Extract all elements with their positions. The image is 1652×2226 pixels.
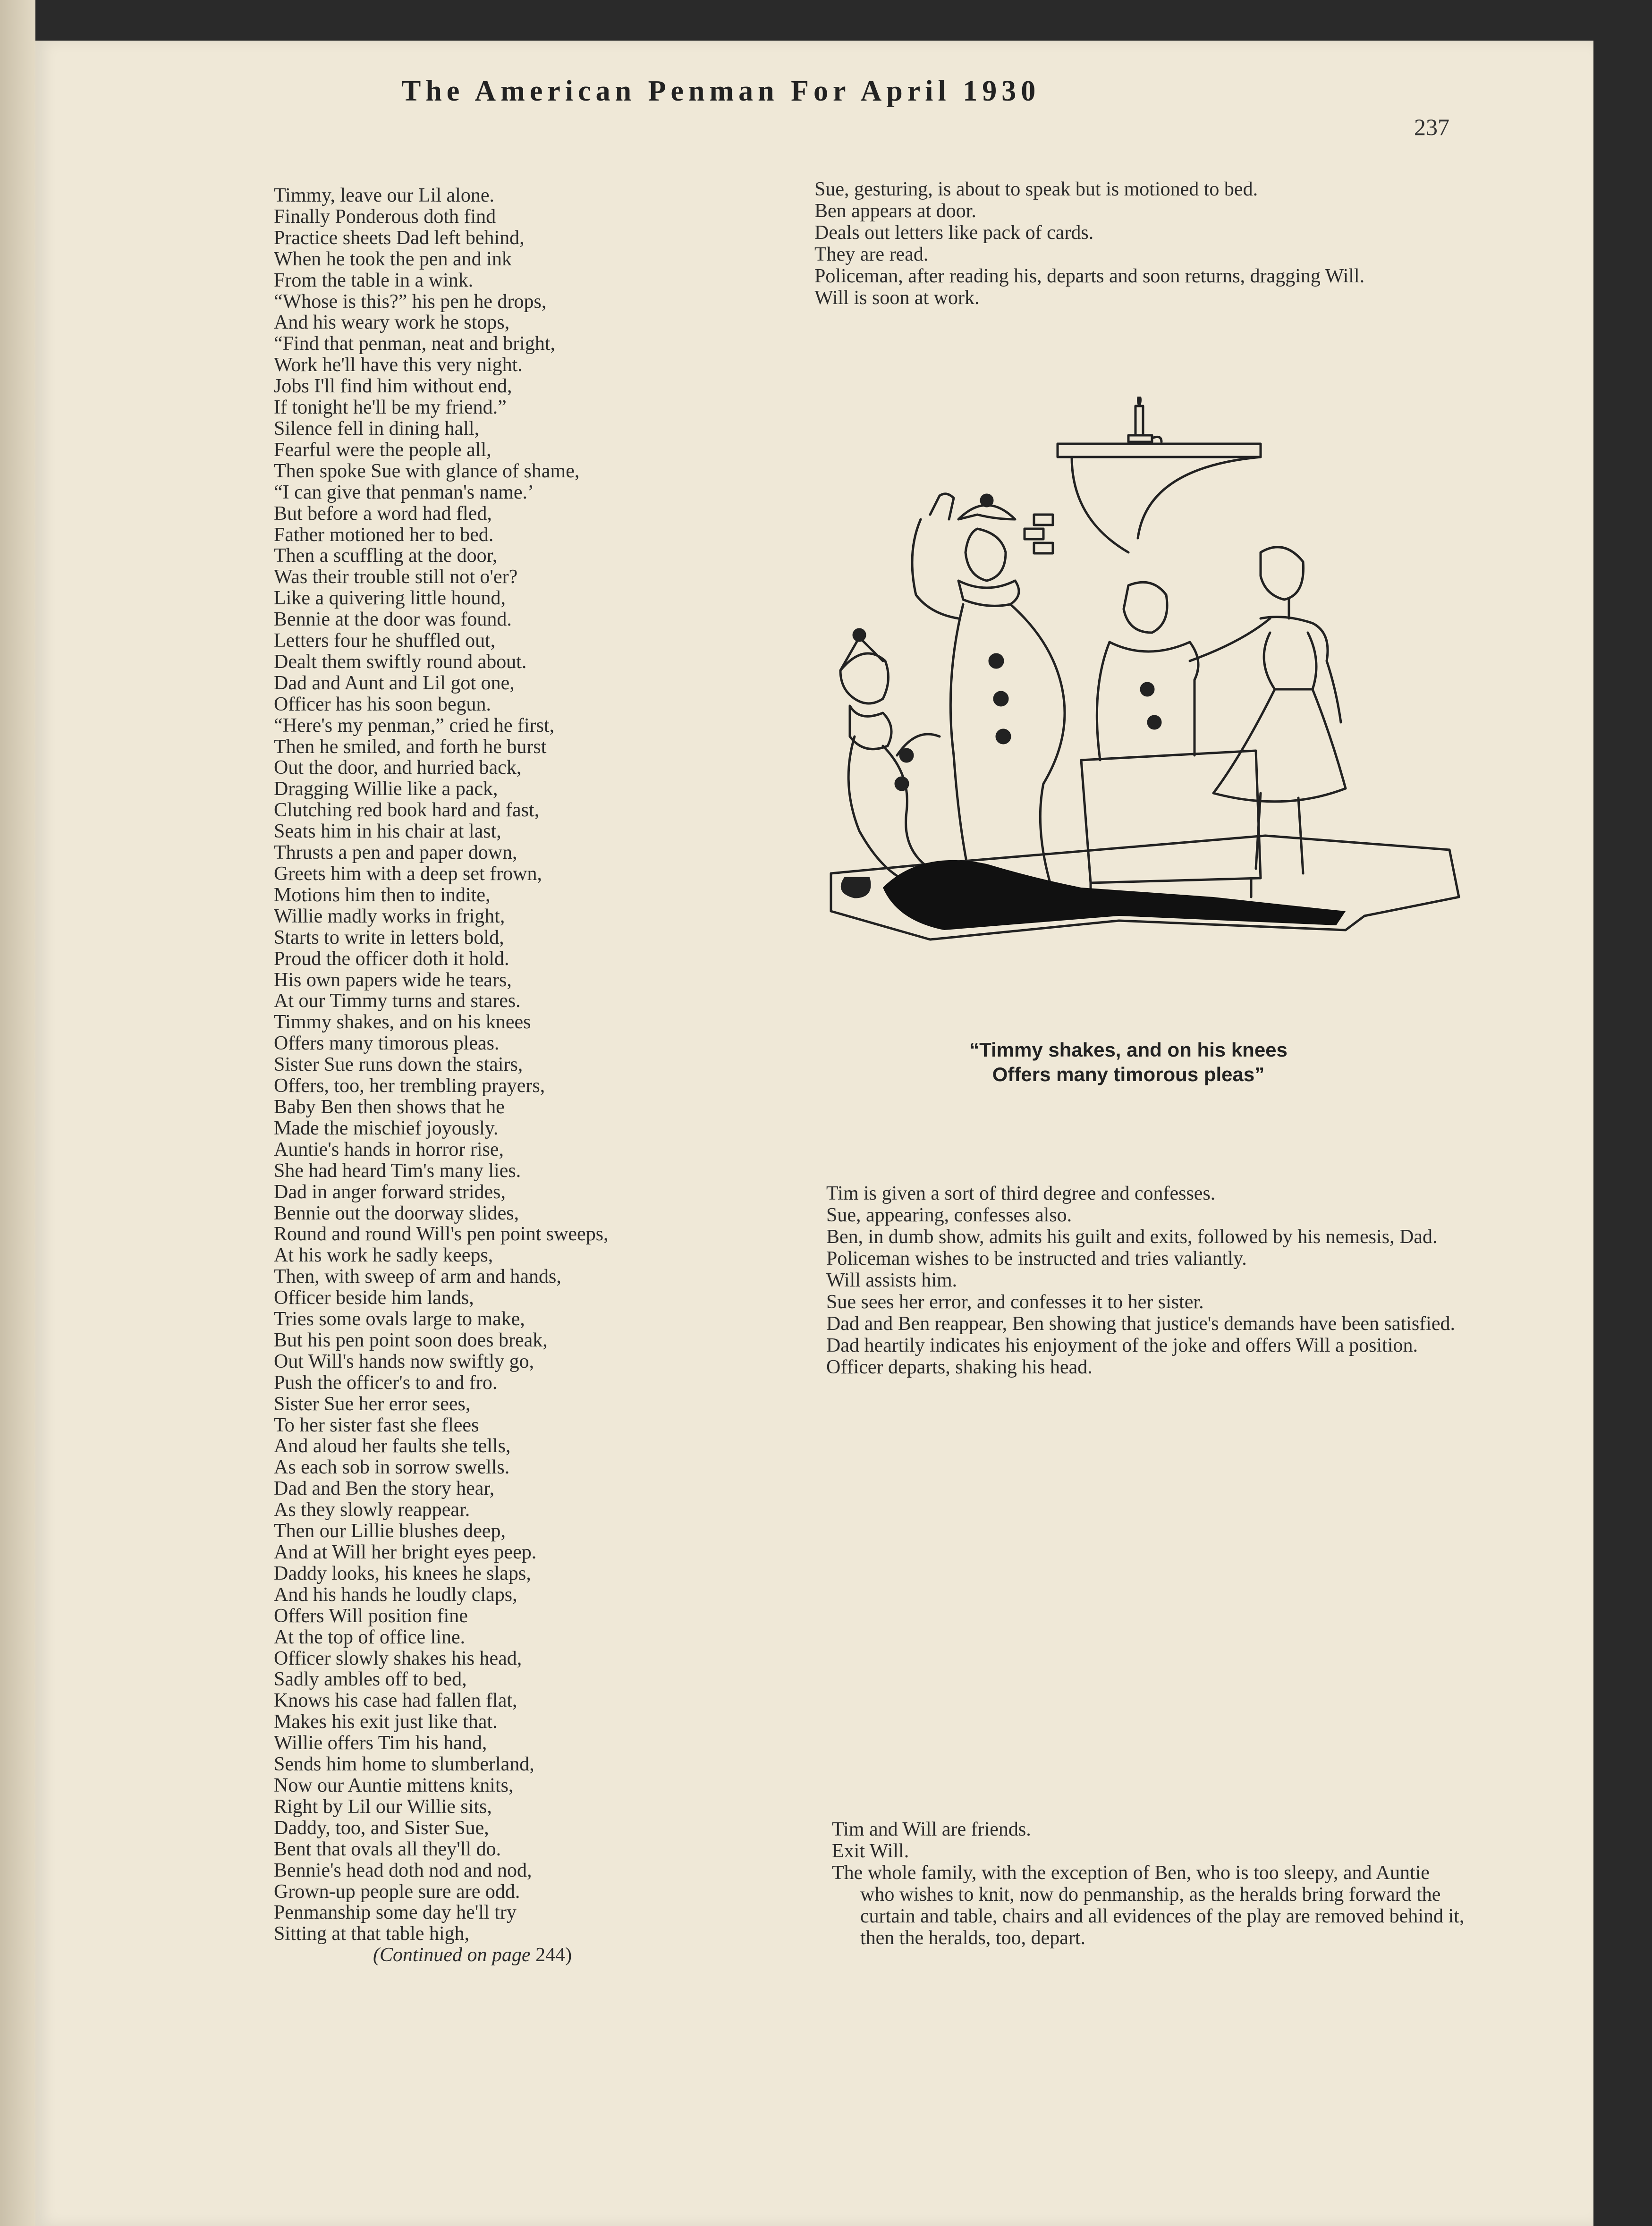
poem-line: Starts to write in letters bold, [274,926,504,948]
poem-line: But before a word had fled, [274,502,492,525]
stage-direction: Tim and Will are friends. [832,1819,1031,1840]
poem-line: Officer has his soon begun. [274,693,491,715]
previous-page-edge [0,0,35,2226]
poem-line: Bennie out the doorway slides, [274,1202,519,1224]
poem-line: Push the officer's to and fro. [274,1371,498,1394]
page-number: 237 [1414,114,1449,140]
figure-seated-will [1097,582,1270,760]
poem-line: Then a scuffling at the door, [274,545,498,567]
poem-line: Dealt them swiftly round about. [274,651,527,673]
poem-line: Silence fell in dining hall, [274,417,480,440]
poem-line: She had heard Tim's many lies. [274,1160,521,1182]
poem-line: Knows his case had fallen flat, [274,1690,517,1712]
poem-line: Penmanship some day he'll try [274,1902,517,1924]
figure-girl-sue [1213,547,1346,873]
poem-line: Practice sheets Dad left behind, [274,227,525,249]
poem-line: Offers Will position fine [274,1605,468,1627]
poem-line: As they slowly reappear. [274,1499,470,1521]
figure-officer [912,494,1072,911]
poem-line: “Here's my penman,” cried he first, [274,714,555,736]
poem-line: Timmy, leave our Lil alone. [274,185,494,206]
poem-line: Makes his exit just like that. [274,1711,498,1733]
poem-line: Bennie at the door was found. [274,609,512,631]
poem-line: Now our Auntie mittens knits, [274,1774,514,1796]
illustration-caption [869,1038,1388,1087]
poem-line: Jobs I'll find him without end, [274,375,512,398]
poem-line: Motions him then to indite, [274,884,491,906]
poem-line: Then spoke Sue with glance of shame, [274,460,580,482]
poem-line: Finally Ponderous doth find [274,205,496,228]
poem-line: Offers, too, her trembling prayers, [274,1075,545,1097]
poem-line: From the table in a wink. [274,269,474,291]
poem-line: Grown-up people sure are odd. [274,1880,520,1903]
poem-line: Bennie's head doth nod and nod, [274,1859,532,1881]
poem-line: At our Timmy turns and stares. [274,990,521,1012]
poem-line: Sitting at that table high, [274,1923,470,1945]
stage-direction: Ben, in dumb show, admits his guilt and exits, followed by his nemesis, Dad. [826,1226,1438,1248]
poem-line: Thrusts a pen and paper down, [274,842,517,864]
poem-line: Tries some ovals large to make, [274,1308,525,1330]
candle [1135,406,1143,435]
stage-direction: Sue sees her error, and confesses it to her sister. [826,1291,1204,1313]
poem-line: “Find that penman, neat and bright, [274,333,556,355]
stage-direction: Sue, gesturing, is about to speak but is motioned to bed. [814,178,1258,200]
stage-direction: Exit Will. [832,1840,909,1862]
poem-line: Sister Sue runs down the stairs, [274,1054,523,1076]
poem-line: When he took the pen and ink [274,248,512,270]
stage-direction: Policeman wishes to be instructed and tries valiantly. [826,1248,1247,1270]
poem-line: If tonight he'll be my friend.” [274,397,507,419]
poem-line: Out the door, and hurried back, [274,757,522,779]
poem-line: Made the mischief joyously. [274,1117,499,1139]
stage-directions-middle [826,1183,1464,1378]
stage-direction: Will assists him. [826,1270,957,1291]
poem-line: Then he smiled, and forth he burst [274,736,547,758]
poem-line: Auntie's hands in horror rise, [274,1138,504,1160]
stage-direction: Deals out letters like pack of cards. [814,222,1094,244]
stage-direction: Will is soon at work. [814,287,980,309]
poem-line: Baby Ben then shows that he [274,1096,505,1118]
floor-shadow [883,860,1346,930]
poem-line: Seats him in his chair at last, [274,821,501,843]
stage-direction: Tim is given a sort of third degree and confesses. [826,1183,1216,1204]
poem-line: His own papers wide he tears, [274,969,512,991]
poem-line: Sister Sue her error sees, [274,1393,471,1415]
poem-line: Dragging Willie like a pack, [274,778,498,800]
poem-line: And his weary work he stops, [274,312,510,334]
table-cloth [1081,751,1261,883]
poem-line: Daddy, too, and Sister Sue, [274,1817,489,1839]
poem-line: But his pen point soon does break, [274,1329,548,1351]
poem-line: Offers many timorous pleas. [274,1033,500,1055]
stage-direction: Dad and Ben reappear, Ben showing that justice's demands have been satisfied. [826,1313,1455,1335]
poem-line: Clutching red book hard and fast, [274,799,540,821]
stage-direction: Sue, appearing, confesses also. [826,1204,1072,1226]
running-title: The American Penman For April 1930 [401,75,1041,107]
poem-line: And aloud her faults she tells, [274,1435,511,1457]
poem-line: Bent that ovals all they'll do. [274,1838,501,1860]
poem-line: Work he'll have this very night. [274,354,523,376]
poem-line: And at Will her bright eyes peep. [274,1541,537,1563]
poem-line: Like a quivering little hound, [274,587,506,609]
poem-line: “Whose is this?” his pen he drops, [274,290,547,313]
poem-line: Dad and Aunt and Lil got one, [274,672,515,694]
poem-line: “I can give that penman's name.’ [274,481,534,503]
poem-line: Greets him with a deep set frown, [274,863,542,885]
poem-line: Out Will's hands now swiftly go, [274,1350,534,1372]
poem-line: Fearful were the people all, [274,439,491,461]
caption-line: “Timmy shakes, and on his knees [969,1039,1288,1061]
poem-line: Sadly ambles off to bed, [274,1668,467,1691]
poem-line: Sends him home to slumberland, [274,1753,534,1776]
poem-line: To her sister fast she flees [274,1414,479,1436]
poem-line: Willie madly works in fright, [274,905,505,927]
stage-direction: They are read. [814,244,929,265]
stage-directions-bottom [832,1819,1467,1949]
poem-line: Officer slowly shakes his head, [274,1647,522,1669]
stage-direction: Officer departs, shaking his head. [826,1356,1093,1378]
poem-line: Letters four he shuffled out, [274,630,496,652]
poem-line: Round and round Will's pen point sweeps, [274,1223,609,1245]
continued-page: 244) [535,1944,572,1966]
fireplace-arch [1072,457,1261,552]
stage-direction: The whole family, with the exception of Ben, who is too sleepy, and Auntie who wishes to knit, now do penmanship, as the heralds bring forward the curtain and table, chairs and all evidences of the play are removed behind it, then the heralds, too, depart. [832,1862,1465,1949]
stage-direction: Ben appears at door. [814,200,976,222]
figure-kneeling-timmy [840,629,963,897]
poem-line: Then, with sweep of arm and hands, [274,1266,561,1288]
poem-line: As each sob in sorrow swells. [274,1456,510,1479]
poem-line: At his work he sadly keeps, [274,1244,493,1267]
stage-directions-top [814,178,1457,309]
poem-line: At the top of office line. [274,1626,466,1648]
poem-line: Daddy looks, his knees he slaps, [274,1562,531,1584]
poem-line: Officer beside him lands, [274,1287,474,1309]
poem-line: Was their trouble still not o'er? [274,566,518,588]
poem-line: Right by Lil our Willie sits, [274,1795,492,1818]
continued-text: (Continued on page [373,1944,531,1966]
caption-line: Offers many timorous pleas” [992,1063,1265,1085]
poem-line: Then our Lillie blushes deep, [274,1520,506,1542]
poem-line: Dad and Ben the story hear, [274,1478,495,1500]
poem-line: Proud the officer doth it hold. [274,948,509,970]
mantel-shelf [1058,444,1261,457]
poem-line: Willie offers Tim his hand, [274,1732,487,1754]
poem-line: And his hands he loudly claps, [274,1583,517,1606]
poem-column [274,185,746,1966]
continued-note [274,1945,746,1966]
stage-direction: Dad heartily indicates his enjoyment of the joke and offers Will a position. [826,1335,1418,1356]
poem-line: Dad in anger forward strides, [274,1181,506,1203]
poem-line: Timmy shakes, and on his knees [274,1011,531,1033]
poem-line: Father motioned her to bed. [274,524,494,546]
stage-direction: Policeman, after reading his, departs and soon returns, dragging Will. [814,265,1365,287]
illustration-pierrot-scene [788,397,1464,982]
